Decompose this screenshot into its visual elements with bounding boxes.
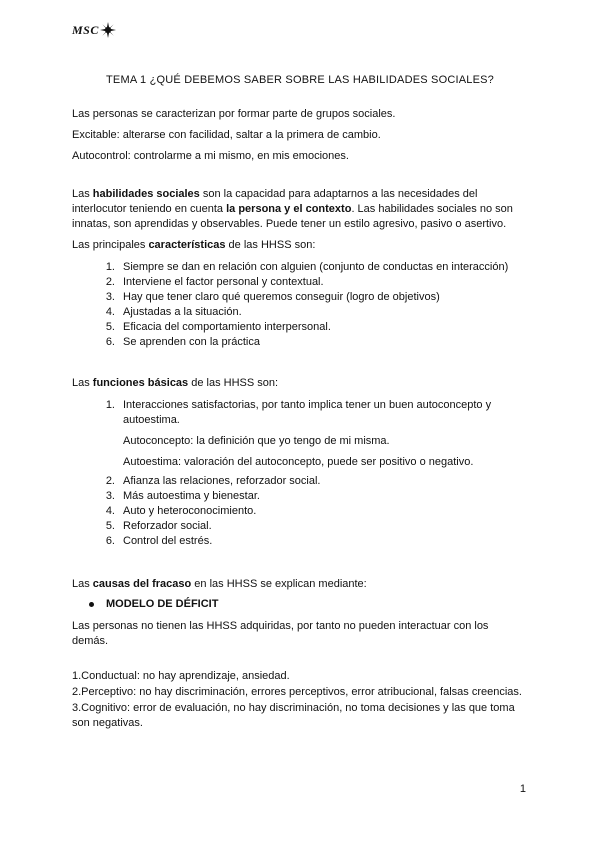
msc-logo: [72, 22, 116, 38]
funciones-intro: Las funciones básicas de las HHSS son:: [72, 377, 279, 389]
intro-line-3: Autocontrol: controlarme a mi mismo, en mis emociones.: [72, 150, 349, 162]
list-item: 6. Control del estrés.: [105, 535, 213, 547]
intro-line-1: Las personas se caracterizan por formar parte de grupos sociales.: [72, 108, 396, 120]
logo-text: MSC: [72, 22, 99, 37]
list-item: 4. Auto y heteroconocimiento.: [105, 505, 257, 517]
page-number: 1: [519, 783, 526, 795]
list-item: 2. Interviene el factor personal y contextual.: [105, 276, 324, 288]
starburst-icon: [100, 22, 116, 38]
intro-line-2: Excitable: alterarse con facilidad, saltar a la primera de cambio.: [72, 129, 381, 141]
list-item: 2. Afianza las relaciones, reforzador social.: [105, 475, 321, 487]
modelo-deficit-bullet: MODELO DE DÉFICIT: [89, 598, 218, 610]
list-item: 5. Eficacia del comportamiento interpersonal.: [105, 321, 331, 333]
list-item: 1. Siempre se dan en relación con alguien (conjunto de conductas en interacción): [105, 261, 509, 273]
deficit-point-2: 2.Perceptivo: no hay discriminación, errores perceptivos, error atribucional, falsas creencias.: [72, 686, 522, 698]
caracteristicas-list: [93, 260, 533, 350]
bullet-icon: [89, 602, 94, 607]
autoestima-line: Autoestima: valoración del autoconcepto, puede ser positivo o negativo.: [123, 456, 474, 468]
autoconcepto-line: Autoconcepto: la definición que yo tengo de mi misma.: [123, 435, 390, 447]
list-item: 6. Se aprenden con la práctica: [105, 336, 260, 348]
caracteristicas-intro: Las principales características de las HHSS son:: [72, 239, 316, 251]
list-item: 1. Interacciones satisfactorias, por tanto implica tener un buen autoconcepto y autoestima.: [105, 399, 492, 426]
causas-intro: Las causas del fracaso en las HHSS se explican mediante:: [72, 578, 367, 590]
funciones-list: [93, 474, 533, 549]
deficit-description: Las personas no tienen las HHSS adquiridas, por tanto no pueden interactuar con los demás.: [72, 620, 489, 647]
deficit-point-3: 3.Cognitivo: error de evaluación, no hay discriminación, no toma decisiones y las que toma son negativas.: [72, 702, 515, 729]
list-item: 3. Hay que tener claro qué queremos conseguir (logro de objetivos): [105, 291, 440, 303]
list-item: 5. Reforzador social.: [105, 520, 212, 532]
habilidades-paragraph: Las habilidades sociales son la capacidad para adaptarnos a las necesidades del interlocutor teniendo en cuenta la persona y el contexto. Las habilidades sociales no son innatas, son aprendidas y observables. Puede tener un estilo agresivo, pasivo o asertivo.: [72, 188, 513, 230]
page-title: TEMA 1 ¿QUÉ DEBEMOS SABER SOBRE LAS HABILIDADES SOCIALES?: [106, 74, 494, 86]
list-item: 3. Más autoestima y bienestar.: [105, 490, 260, 502]
deficit-point-1: 1.Conductual: no hay aprendizaje, ansiedad.: [72, 670, 290, 682]
list-item: 4. Ajustadas a la situación.: [105, 306, 242, 318]
